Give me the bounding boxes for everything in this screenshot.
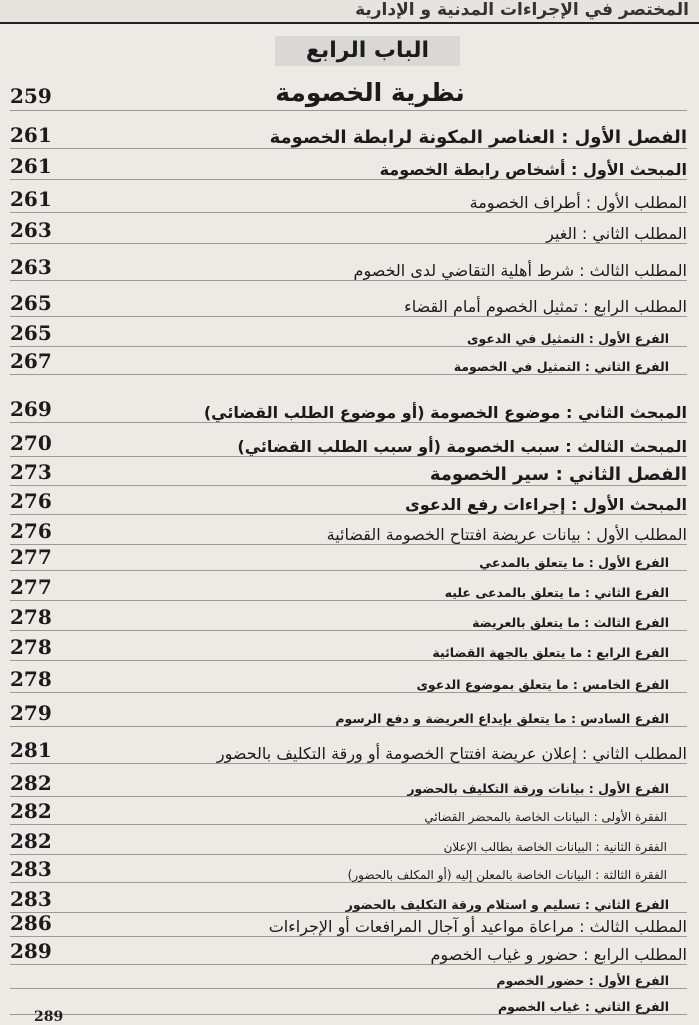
toc-entry	[10, 318, 687, 347]
toc-entry-title: المطلب الرابع : تمثيل الخصوم أمام القضاء	[404, 297, 687, 316]
toc-entry-title: المطلب الأول : أطراف الخصومة	[469, 193, 687, 212]
toc-page-number: 277	[10, 575, 52, 599]
toc-page-number: 278	[10, 635, 52, 659]
toc-entry-title: الفرع الأول : التمثيل في الدعوى	[467, 331, 669, 346]
toc-entry	[10, 486, 687, 515]
toc-entry	[10, 215, 687, 244]
toc-entry	[10, 986, 687, 1015]
toc-page-number: 277	[10, 545, 52, 569]
toc-entry-title: المبحث الثاني : موضوع الخصومة (أو موضوع الطلب القضائي)	[203, 403, 687, 422]
toc-page-number: 276	[10, 489, 52, 513]
toc-page-number: 263	[10, 218, 52, 242]
toc-entry-chapter-2	[10, 457, 687, 486]
toc-page-number: 282	[10, 799, 52, 823]
toc-entry-title: الفقرة الثالثة : البيانات الخاصة بالمعلن إليه (أو المكلف بالحضور)	[347, 868, 667, 882]
toc-entry-title: الفرع الأول : بيانات ورقة التكليف بالحضور	[407, 781, 669, 796]
toc-page-number: 267	[10, 349, 52, 373]
toc-page-number: 265	[10, 291, 52, 315]
toc-page-number: 283	[10, 887, 52, 911]
toc-entry-title: الفرع الثالث : ما يتعلق بالعريضة	[472, 615, 669, 630]
toc-entry-title: الفرع الثاني : ما يتعلق بالمدعى عليه	[444, 585, 669, 600]
toc-entry	[10, 346, 687, 375]
running-header	[0, 0, 699, 24]
toc-page-number: 261	[10, 154, 52, 178]
toc-entry	[10, 854, 687, 883]
toc-entry	[10, 960, 687, 989]
toc-entry-title: الفرع الأول : حضور الخصوم	[496, 973, 669, 988]
toc-entry-title: الفقرة الأولى : البيانات الخاصة بالمحضر القضائي	[424, 810, 667, 824]
toc-entry-title: المطلب الثالث : شرط أهلية التقاضي لدى الخصوم	[353, 261, 687, 280]
toc-entry	[10, 572, 687, 601]
toc-entry-title: الفصل الأول : العناصر المكونة لرابطة الخصومة	[269, 127, 687, 148]
toc-entry	[10, 184, 687, 213]
toc-entry	[10, 632, 687, 661]
toc-page-number: 286	[10, 911, 52, 935]
toc-entry-title: المبحث الأول : إجراءات رفع الدعوى	[405, 495, 687, 514]
toc-entry-title: الفرع الثاني : غياب الخصوم	[497, 999, 669, 1014]
toc-entry	[10, 428, 687, 457]
toc-entry	[10, 664, 687, 693]
toc-entry-title: المطلب الثالث : مراعاة مواعيد أو آجال المرافعات أو الإجراءات	[268, 917, 687, 936]
toc-entry-title: الفقرة الثانية : البيانات الخاصة بطالب الإعلان	[443, 840, 667, 854]
toc-entry-title: المبحث الثالث : سبب الخصومة (أو سبب الطلب القضائي)	[237, 437, 687, 456]
toc-page-number: 281	[10, 738, 52, 762]
toc-page-number: 278	[10, 667, 52, 691]
toc-entry	[10, 768, 687, 797]
toc-entry-title: الفصل الثاني : سير الخصومة	[429, 464, 687, 485]
toc-page-number: 261	[10, 187, 52, 211]
toc-entry-title: الفرع الثاني : تسليم و استلام ورقة التكليف بالحضور	[345, 897, 669, 912]
part-title-page: 259	[10, 84, 52, 108]
toc-entry	[10, 735, 687, 764]
toc-entry-title: الفرع الرابع : ما يتعلق بالجهة القضائية	[432, 645, 669, 660]
toc-page-number: 278	[10, 605, 52, 629]
toc-entry	[10, 394, 687, 423]
toc-page-number: 270	[10, 431, 52, 455]
toc-entry	[10, 796, 687, 825]
toc-entry-chapter-1	[10, 120, 687, 149]
toc-page-number: 283	[10, 857, 52, 881]
page-footer	[0, 1009, 699, 1025]
toc-page-number: 279	[10, 701, 52, 725]
toc-entry-title: المبحث الأول : أشخاص رابطة الخصومة	[379, 160, 687, 179]
toc-page-number: 261	[10, 123, 52, 147]
toc-entry	[10, 698, 687, 727]
toc-page-number: 263	[10, 255, 52, 279]
toc-page-number: 276	[10, 519, 52, 543]
toc-entry-title: الفرع الثاني : التمثيل في الخصومة	[453, 359, 669, 374]
toc-entry	[10, 908, 687, 937]
toc-page-number: 273	[10, 460, 52, 484]
toc-entry-title: المطلب الأول : بيانات عريضة افتتاح الخصومة القضائية	[326, 525, 687, 544]
toc-entry-title: الفرع السادس : ما يتعلق بإيداع العريضة و دفع الرسوم	[335, 711, 669, 726]
chapter-heading: الباب الرابع	[275, 36, 460, 66]
toc-entry	[10, 602, 687, 631]
toc-entry	[10, 826, 687, 855]
part-title: نظرية الخصومة	[275, 78, 465, 107]
toc-entry	[10, 252, 687, 281]
toc-entry-title: المطلب الثاني : الغير	[546, 224, 687, 243]
toc-entry-title: الفرع الخامس : ما يتعلق بموضوع الدعوى	[416, 677, 669, 692]
toc-page-number: 282	[10, 771, 52, 795]
part-title-rule	[10, 110, 687, 111]
toc-page-number: 269	[10, 397, 52, 421]
toc-entry	[10, 288, 687, 317]
toc-entry-title: المطلب الرابع : حضور و غياب الخصوم	[430, 945, 687, 964]
toc-entry-title: المطلب الثاني : إعلان عريضة افتتاح الخصومة أو ورقة التكليف بالحضور	[216, 744, 687, 763]
running-header-title: المختصر في الإجراءات المدنية و الإدارية	[355, 0, 689, 20]
toc-entry-title: الفرع الأول : ما يتعلق بالمدعي	[479, 555, 669, 570]
toc-entry	[10, 516, 687, 545]
toc-entry	[10, 151, 687, 180]
footer-page-number: 289	[34, 1009, 64, 1025]
toc-entry	[10, 542, 687, 571]
toc-page-number: 265	[10, 321, 52, 345]
toc-page-number: 289	[10, 939, 52, 963]
toc-page-number: 282	[10, 829, 52, 853]
